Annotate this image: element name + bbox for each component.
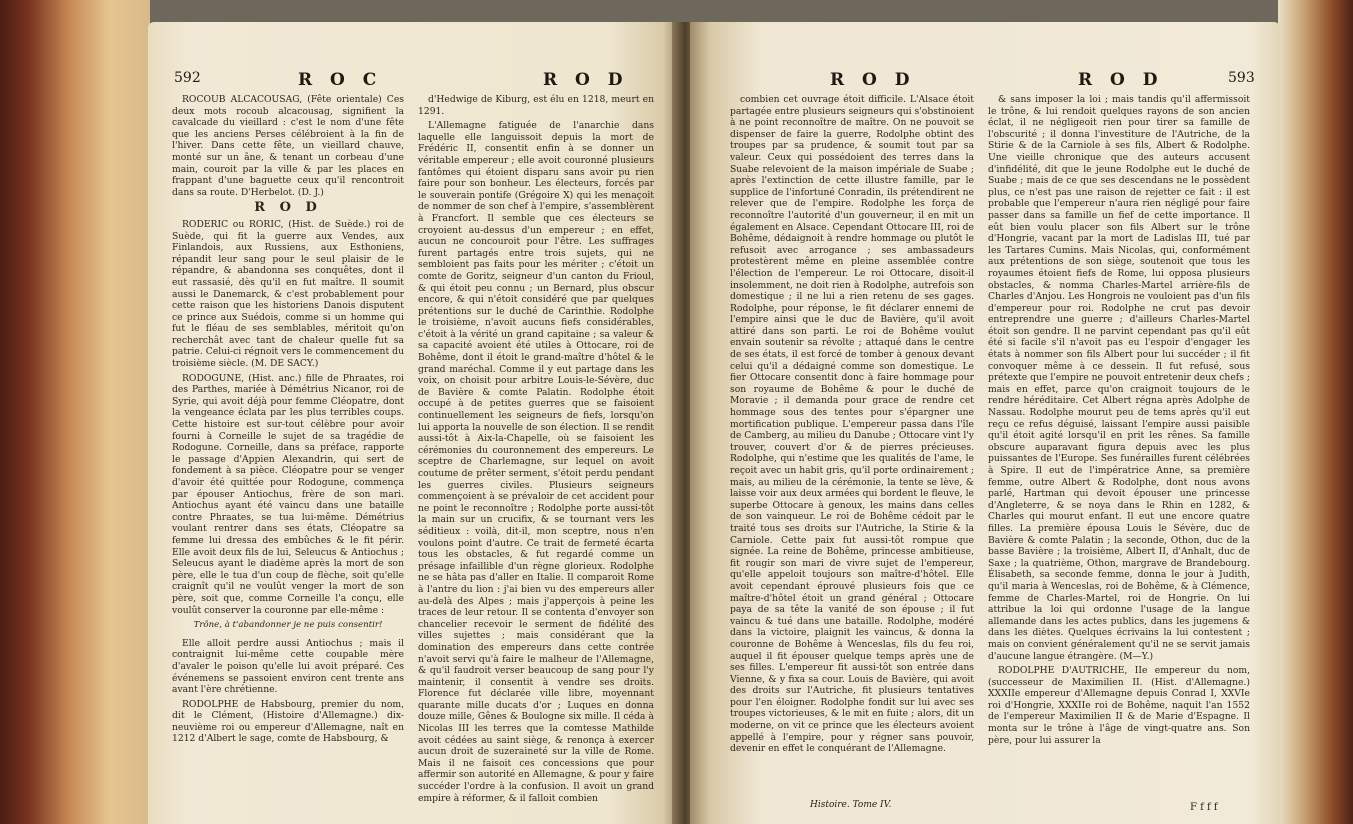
right-page-column-1 [730, 94, 974, 758]
verse-quote: Trône, à t'abandonner je ne puis consentir! [193, 620, 383, 631]
entry-rocoub: ROCOUB ALCACOUSAG, (Fête orientale) Ces deux mots rocoub alcacousag, signifient la cavalcade du vieillard : c'est le nom d'une fête que les anciens Perses célébroient à la fin de l'hiver. Dans cette fête, un vieillard chauve, monté sur un âne, & tenant un corbeau d'une main, couroit par la ville & par les places en frappant d'une baguette ceux qu'il rencontroit dans sa route. D'Herbelot. (D. J.) [172, 94, 404, 198]
right-page [690, 22, 1280, 824]
page-number-left: 592 [174, 70, 201, 86]
entry-rodogune-cont: Elle alloit perdre aussi Antiochus ; mais il contraignit lui-même cette coupable mère d'avaler le poison qu'elle lui avoit préparé. Ces événemens se passoient environ cent trente ans avant l'ère chrétienne. [172, 637, 404, 696]
left-page-column-1 [172, 94, 404, 748]
left-page-column-2 [418, 94, 654, 807]
entry-rodolphe-habsbourg: RODOLPHE de Habsbourg, premier du nom, dit le Clément, (Histoire d'Allemagne.) dix-neuvième roi ou empereur d'Allemagne, naît en 1212 d'Albert le sage, comte de Habsbourg, & [172, 698, 404, 745]
running-head-left-col2: R O D [543, 70, 629, 90]
entry-rodolphe-intro: d'Hedwige de Kiburg, est élu en 1218, meurt en 1291. [418, 94, 654, 117]
running-head-right-col1: R O D [830, 70, 916, 90]
entry-rodolphe-continued: combien cet ouvrage étoit difficile. L'Alsace étoit partagée entre plusieurs seigneurs qui s'obstinoient à ne point reconnoître de maître. On ne pouvoit se dispenser de faire la guerre, Rodolphe obtint des troupes par sa prudence, & soumit tout par sa valeur. Ceux qui possédoient des terres dans la Suabe relevoient de la maison impériale de Suabe ; après l'extinction de cette illustre famille, par le supplice de l'infortuné Conradin, ils prétendirent ne relever que de l'empire. Rodolphe les força de reconnoître l'autorité d'un gouverneur, il en mit un également en Alsace. Cependant Ottocare III, roi de Bohême, dédaignoit à rendre hommage ou plutôt le refusoit avec arrogance ; ses ambassadeurs protestèrent même en pleine assemblée contre l'élection de l'empereur. Le roi Ottocare, disoit-il insolemment, ne doit rien à Rodolphe, autrefois son domestique ; il ne lui a rien retenu de ses gages. Rodolphe, pour réponse, le fit déclarer ennemi de l'empire ainsi que le duc de Bavière, qu'il avoit attiré dans son parti. Le roi de Bohême voulut envain soutenir sa révolte ; attaqué dans le centre de ses états, il est forcé de tomber à genoux devant celui qu'il a dédaigné comme son domestique. Le fier Ottocare consentit donc à faire hommage pour son royaume de Bohême & pour le duché de Moravie ; il demanda pour grace de rendre cet hommage sous des tentes pour s'épargner une mortification publique. L'empereur passa dans l'île de Camberg, au milieu du Danube ; Ottocare vint l'y trouver, couvert d'or & de pierres précieuses. Rodolphe, qui n'estime que les qualités de l'ame, le reçoit avec un habit gris, qu'il porte ordinairement ; mais, au milieu de la cérémonie, la tente se lève, & laisse voir aux deux armées qui bordent le fleuve, le superbe Ottocare à genoux, les mains dans celles de son vainqueur. Le roi de Bohême cédoit par le traité tous ses droits sur l'Autriche, la Stirie & la Carniole. Cette paix fut aussi-tôt rompue que signée. La reine de Bohême, princesse ambitieuse, fit rougir son mari de vivre sujet de l'empereur, qu'elle appeloit toujours son maître-d'hôtel. Elle avoit cependant éprouvé plusieurs fois que ce maître-d'hôtel étoit un grand général ; Ottocare paya de sa tête la vanité de son épouse ; il fut vaincu & tué dans une bataille. Rodolphe, modéré dans la victoire, plaignit les vaincus, & donna la couronne de Bohême à Wenceslas, fils du feu roi, auquel il fit épouser quelque temps après une de ses filles. L'empereur fit aussi-tôt son entrée dans Vienne, & y fixa sa cour. Louis de Bavière, qui avoit des droits sur l'Autriche, fit plusieurs tentatives pour l'en éloigner. Rodolphe fondit sur lui avec ses troupes victorieuses, & le mit en fuite ; alors, dit un moderne, on vit ce prince que les électeurs avoient appellé à l'empire, pour y régner sans pouvoir, devenir en effet le conquérant de l'Allemagne. [730, 94, 974, 755]
entry-roderic: RODERIC ou RORIC, (Hist. de Suède.) roi de Suède, qui fit la guerre aux Vendes, aux Finlandois, aux Russiens, aux Esthoniens, répandit leur sang pour le seul plaisir de le répandre, & abandonna ses conquêtes, dont il eut rassasié, dès qu'il en fut maître. Il soumit aussi le Danemarck, & c'est probablement pour cette raison que les historiens Danois disputent ce prince aux Suédois, comme si un homme qui fut le fléau de ses semblables, méritoit qu'on recherchât avec tant de chaleur quelle fut sa patrie. Celui-ci régnoit vers le commencement du troisième siècle. (M. DE SACY.) [172, 218, 404, 370]
right-page-column-2 [988, 94, 1250, 749]
book-binding-right [1278, 0, 1353, 824]
entry-rodolphe-autriche: RODOLPHE D'AUTRICHE, IIe empereur du nom, (successeur de Maximilien II. (Hist. d'Allemagne.) XXXIIe empereur d'Allemagne depuis Conrad I, XXVIe roi d'Hongrie, XXXIIe roi de Bohême, naquit l'an 1552 de l'empereur Maximilien II & de Marie d'Espagne. Il monta sur le trône à l'âge de vingt-quatre ans. Son père, pour lui assurer la [988, 665, 1250, 746]
volume-footer: Histoire. Tome IV. [810, 800, 892, 810]
running-head-right-col2: R O D [1078, 70, 1164, 90]
left-page [148, 22, 678, 824]
running-head-left-col1: R O C [298, 70, 383, 90]
signature-mark: F f f f [1190, 802, 1218, 813]
page-number-right: 593 [1228, 70, 1255, 86]
book-binding-left [0, 0, 150, 824]
entry-rodolphe-family: & sans imposer la loi ; mais tandis qu'il affermissoit le trône, & lui rendoit quelques rayons de son ancien éclat, il ne négligeoit rien pour tirer sa famille de l'obscurité ; il donna l'investiture de l'Autriche, de la Stirie & de la Carniole à ses fils, Albert & Rodolphe. Une vieille chronique que des auteurs accusent d'infidélité, dit que le jeune Rodolphe eut le duché de Suabe ; mais de ce que ses descendans ne le possèdent plus, ce n'est pas une raison de rejetter ce fait : il est probable que l'empereur n'aura rien négligé pour faire passer dans sa famille un fief de cette importance. Il eût bien voulu placer son fils Albert sur le trône d'Hongrie, vacant par la mort de Ladislas III, tué par les Tartares Cumins. Mais Nicolas, qui, conformément aux prétentions de son siège, soutenoit que tous les royaumes étoient fiefs de Rome, lui opposa plusieurs obstacles, & nomma Charles-Martel arrière-fils de Charles d'Anjou. Les Hongrois ne vouloient pas d'un fils d'empereur pour roi. Rodolphe ne crut pas devoir entreprendre une guerre ; d'ailleurs Charles-Martel étoit son gendre. Il ne parvint cependant pas qu'il eût été si facile s'il n'avoit pas eu l'espoir d'engager les états à nommer son fils Albert pour lui succéder ; il fit convoquer même à ce dessein. Il fut refusé, sous prétexte que l'empire ne pouvoit entretenir deux chefs ; mais en effet, parce qu'on craignoit toujours de le rendre héréditaire. Cet Albert régna après Adolphe de Nassau. Rodolphe mourut peu de tems après qu'il eut reçu ce refus déguisé, laissant l'empire aussi paisible qu'il étoit agité lorsqu'il en prit les rênes. Sa famille obscure auparavant figura depuis avec les plus puissantes de l'Europe. Ses funérailles furent célébrées à Spire. Il eut de l'impératrice Anne, sa première femme, outre Albert & Rodolphe, dont nous avons parlé, Hartman qui devoit épouser une princesse d'Angleterre, & se noya dans le Rhin en 1282, & Charles qui mourut enfant. Il eut une encore quatre filles. La première épousa Louis le Sévère, duc de Bavière & comte Palatin ; la seconde, Othon, duc de la basse Bavière ; la troisième, Albert II, d'Anhalt, duc de Saxe ; la quatrième, Othon, margrave de Brandebourg. Élisabeth, sa seconde femme, donna le jour à Judith, qu'il maria à Wenceslas, roi de Bohême, & à Clémence, femme de Charles-Martel, roi de Hongrie. On lui attribue la loi qui ordonne l'usage de la langue allemande dans les actes publics, dans les jugemens & dans les diètes. Quelques écrivains la lui contestent ; mais on convient généralement qu'il ne se servit jamais d'aucune langue étrangère. (M—Y.) [988, 94, 1250, 662]
section-heading-rod: R O D [254, 200, 322, 216]
entry-rodolphe-body: L'Allemagne fatiguée de l'anarchie dans laquelle elle languissoit depuis la mort de Frédéric II, consentit enfin à se donner un véritable empereur ; elle avoit couronné plusieurs fantômes qui étoient disparu sans avoir pu rien faire pour son bonheur. Les électeurs, forcés par le souverain pontife (Grégoire X) qui les menaçoit de nommer de son chef à l'empire, s'assemblèrent à Francfort. Il semble que ces électeurs se croyoient au-dessus d'un empereur ; en effet, aucun ne concouroit pour l'être. Les suffrages furent partagés entre trois sujets, qui ne sembloient pas faits pour les mériter ; c'étoit un comte de Goritz, seigneur d'un canton du Frioul, & qui étoit peu connu ; un Bernard, plus obscur encore, & qui n'étoit considéré que par quelques prétentions sur le duché de Carinthie. Rodolphe le troisième, n'avoit aucuns fiefs considérables, c'étoit à la vérité un grand capitaine ; sa valeur & sa capacité avoient été utiles à Ottocare, roi de Bohême, dont il étoit le grand-maître d'hôtel & le grand maréchal. Comme il y eut partage dans les voix, on choisit pour arbitre Louis-le-Sévère, duc de Bavière & comte Palatin. Rodolphe étoit occupé à de petites guerres que se faisoient continuellement les seigneurs de fiefs, lorsqu'on lui apporta la nouvelle de son élection. Il se rendit aussi-tôt à Aix-la-Chapelle, où se faisoient les cérémonies du couronnement des empereurs. Le sceptre de Charlemagne, sur lequel on avoit coutume de prêter serment, s'étoit perdu pendant les guerres civiles. Plusieurs seigneurs commençoient à se prévaloir de cet accident pour ne point le reconnoître ; Rodolphe porte aussi-tôt la main sur un crucifix, & se tournant vers les séditieux : voilà, dit-il, mon sceptre, nous n'en voulons point d'autre. Ce trait de fermeté écarta tous les obstacles, & fut regardé comme un présage infaillible d'un règne glorieux. Rodolphe ne se hâta pas d'aller en Italie. Il comparoit Rome à l'antre du lion : j'ai bien vu des empereurs aller au-delà des Alpes ; mais j'apperçois à peine les traces de leur retour. Il se contenta d'envoyer son chancelier recevoir le serment de fidélité des villes sujettes ; mais considérant que la domination des empereurs dans cette contrée n'avoit servi qu'à faire le malheur de l'Allemagne, & qu'il faudroit verser beaucoup de sang pour l'y maintenir, il consentit à vendre ses droits. Florence fut déclarée ville libre, moyennant quarante mille ducats d'or ; Luques en donna douze mille, Gênes & Boulogne six mille. Il céda à Nicolas III les terres que la comtesse Mathilde avoit cédées au saint siège, & renonça à exercer aucun droit de suzeraineté sur la ville de Rome. Mais il ne faisoit ces concessions que pour affermir son autorité en Allemagne, & pour y faire succéder l'ordre à la confusion. Il avoit un grand empire à réformer, & il falloit combien [418, 120, 654, 804]
entry-rodogune: RODOGUNE, (Hist. anc.) fille de Phraates, roi des Parthes, mariée à Démétrius Nicanor, roi de Syrie, qui avoit déjà pour femme Cléopatre, dont la vengeance éclata par les plus terribles coups. Cette histoire est sur-tout célèbre pour avoir fourni à Corneille le sujet de sa tragédie de Rodogune. Corneille, dans sa préface, rapporte le passage d'Appien Alexandrin, qui sert de fondement à sa pièce. Cléopatre pour se venger d'avoir été quittée pour Rodogune, commença par épouser Antiochus, frère de son mari. Antiochus ayant été vaincu dans une bataille contre Phraates, se tua lui-même. Démétrius voulant rentrer dans ses états, Cléopatre sa femme lui dressa des embûches & le fit périr. Elle avoit deux fils de lui, Seleucus & Antiochus ; Seleucus ayant le diadème après la mort de son père, elle le tua d'un coup de flèche, soit qu'elle craignît qu'il ne voulût venger la mort de son père, soit que, comme Corneille l'a conçu, elle voulût conserver la couronne par elle-même : [172, 372, 404, 616]
